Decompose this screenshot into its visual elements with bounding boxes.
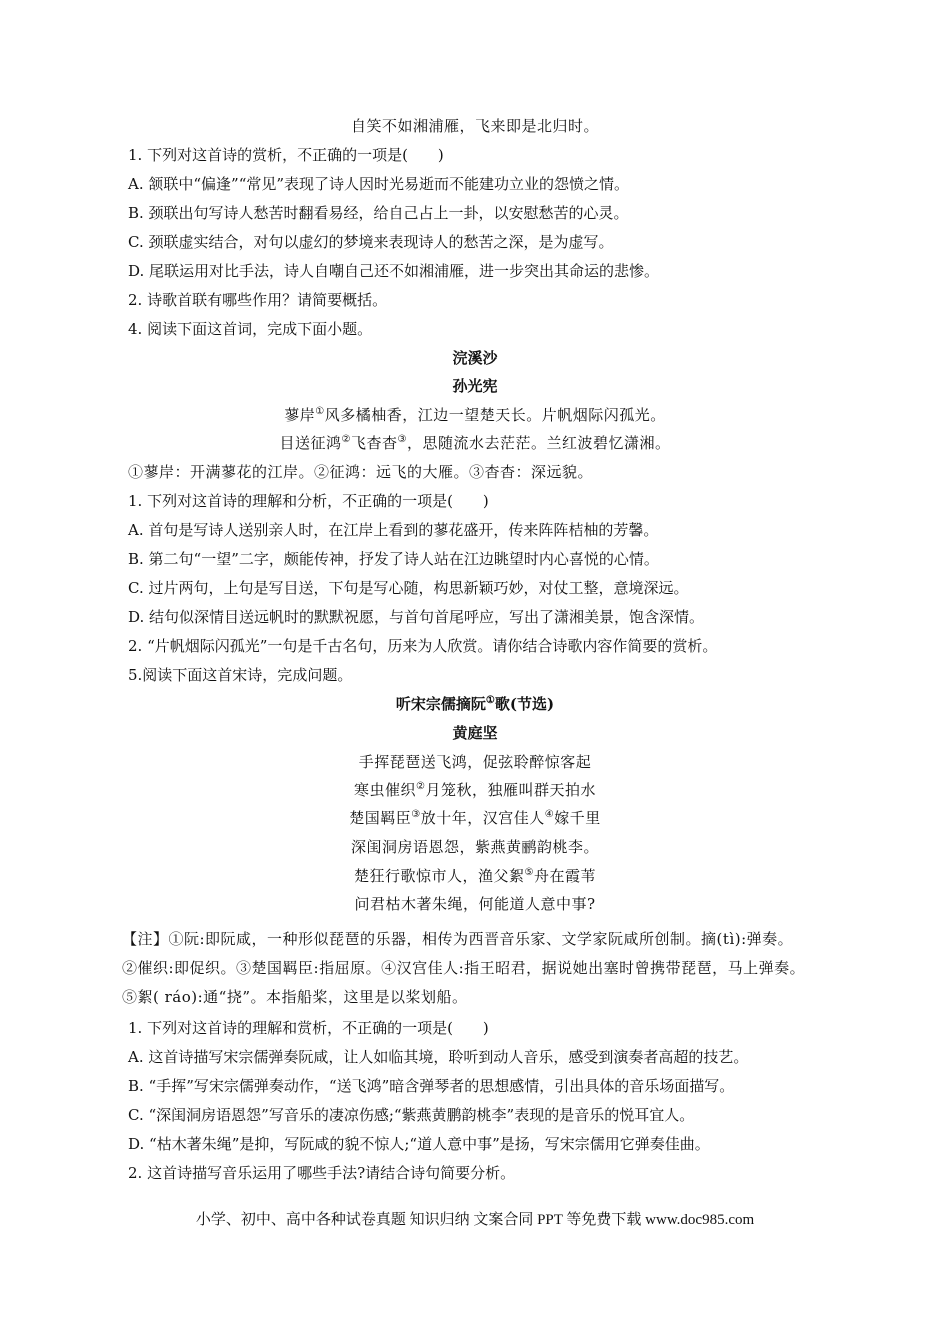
option-d: D. 结句似深情目送远帆时的默默祝愿，与首句首尾呼应，写出了潇湘美景，饱含深情。 [128, 608, 705, 626]
poem-text: 目送征鸿 [279, 434, 342, 452]
option-b: B. 颈联出句写诗人愁苦时翻看易经，给自己占上一卦，以安慰愁苦的心灵。 [128, 204, 629, 222]
poem-title-text: 听宋宗儒摘阮 [395, 695, 486, 713]
poem-line [0, 405, 950, 425]
poem-text: 月笼秋，独雁叫群天拍水 [425, 781, 596, 799]
option-a: A. 首句是写诗人送别亲人时，在江岸上看到的蓼花盛开，传来阵阵桔柚的芳馨。 [128, 521, 659, 539]
poem-text: 舟在霞苇 [533, 867, 596, 885]
poem-title: 浣溪沙 [452, 349, 498, 367]
footnote-mark: ② [416, 781, 426, 792]
option-a: A. 这首诗描写宋宗儒弹奏阮咸，让人如临其境，聆听到动人音乐，感受到演奏者高超的技艺。 [128, 1048, 749, 1066]
option-d: D. 尾联运用对比手法，诗人自嘲自己还不如湘浦雁，进一步突出其命运的悲惨。 [128, 262, 660, 280]
footnote-mark: ① [485, 695, 495, 706]
question-5-intro: 5.阅读下面这首宋诗，完成问题。 [128, 666, 353, 684]
option-b: B. “手挥”写宋宗儒弹奏动作，“送飞鸿”暗含弹琴者的思想感情，引出具体的音乐场面描写。 [128, 1077, 735, 1095]
question-4-intro: 4. 阅读下面这首词，完成下面小题。 [128, 320, 373, 338]
option-c: C. 颈联虚实结合，对句以虚幻的梦境来表现诗人的愁苦之深，是为虚写。 [128, 233, 614, 251]
footnote-mark: ③ [397, 434, 407, 445]
option-a: A. 颔联中“偏逢”“常见”表现了诗人因时光易逝而不能建功立业的怨愤之情。 [128, 175, 630, 193]
poem-line [0, 808, 950, 828]
question-3-1: 1. 下列对这首诗的赏析，不正确的一项是( ) [128, 146, 444, 164]
footnote-mark: ⑤ [524, 867, 534, 878]
footnote-mark: ① [315, 406, 325, 417]
poem-text: 飞杳杳 [350, 434, 398, 452]
question-3-2: 2. 诗歌首联有哪些作用？请简要概括。 [128, 291, 388, 309]
option-d: D. “枯木著朱绳”是抑，写阮咸的貌不惊人;“道人意中事”是扬，写宋宗儒用它弹奏佳曲。 [128, 1135, 710, 1153]
poem-line: 深闺洞房语恩怨，紫燕黄鹂韵桃李。 [350, 838, 599, 856]
poem-line: 自笑不如湘浦雁，飞来即是北归时。 [350, 117, 599, 135]
poem-text: 蓼岸 [284, 406, 316, 424]
page-footer: 小学、初中、高中各种试卷真题 知识归纳 文案合同 PPT 等免费下载 www.doc985.com [195, 1212, 755, 1228]
question-4-1: 1. 下列对这首诗的理解和分析，不正确的一项是( ) [128, 492, 489, 510]
poem-title-text: 歌(节选) [494, 695, 555, 713]
poem-text: 嫁千里 [554, 809, 601, 827]
poem-notes: 【注】①阮:即阮咸，一种形似琵琶的乐器，相传为西晋音乐家、文学家阮咸所创制。摘(tì):弹奏。 [122, 930, 794, 948]
poem-text: 楚国羁臣 [349, 809, 412, 827]
question-4-2: 2. “片帆烟际闪孤光”一句是千古名句，历来为人欣赏。请你结合诗歌内容作简要的赏析。 [128, 637, 718, 655]
poem-author: 黄庭坚 [452, 724, 498, 742]
option-c: C. “深闺洞房语恩怨”写音乐的凄凉伤感;“紫燕黄鹏韵桃李”表现的是音乐的悦耳宜人。 [128, 1106, 695, 1124]
poem-text: 寒虫催织 [354, 781, 417, 799]
poem-line [0, 866, 950, 886]
question-5-2: 2. 这首诗描写音乐运用了哪些手法?请结合诗句简要分析。 [128, 1164, 516, 1182]
poem-line: 问君枯木著朱绳，何能道人意中事? [354, 895, 596, 913]
question-5-1: 1. 下列对这首诗的理解和赏析，不正确的一项是( ) [128, 1019, 489, 1037]
poem-title [0, 694, 950, 714]
poem-notes: ②催织:即促织。③楚国羁臣:指屈原。④汉宫佳人:指王昭君，据说她出塞时曾携带琵琶，马上弹奏。 [122, 959, 806, 977]
poem-author: 孙光宪 [452, 377, 498, 395]
option-b: B. 第二句“一望”二字，颇能传神，抒发了诗人站在江边眺望时内心喜悦的心情。 [128, 550, 659, 568]
poem-text: 放十年，汉宫佳人 [420, 809, 545, 827]
poem-line: 手挥琵琶送飞鸿，促弦聆醉惊客起 [358, 753, 592, 771]
poem-text: 楚狂行歌惊市人，渔父絮 [354, 867, 525, 885]
poem-text: 风多橘柚香，江边一望楚天长。片帆烟际闪孤光。 [324, 406, 666, 424]
poem-line [0, 433, 950, 453]
poem-notes: ⑤絮( ráo):通“挠”。本指船桨，这里是以桨划船。 [122, 988, 468, 1006]
footnote-mark: ④ [544, 809, 555, 820]
footnote-mark: ② [341, 434, 351, 445]
option-c: C. 过片两句，上句是写目送，下句是写心随，构思新颖巧妙，对仗工整，意境深远。 [128, 579, 689, 597]
poem-line [0, 780, 950, 800]
poem-text: ，思随流水去茫茫。兰红波碧忆潇湘。 [406, 434, 671, 452]
footnote-mark: ③ [411, 809, 421, 820]
poem-notes: ①蓼岸：开满蓼花的江岸。②征鸿：远飞的大雁。③杳杳：深远貌。 [128, 463, 594, 481]
